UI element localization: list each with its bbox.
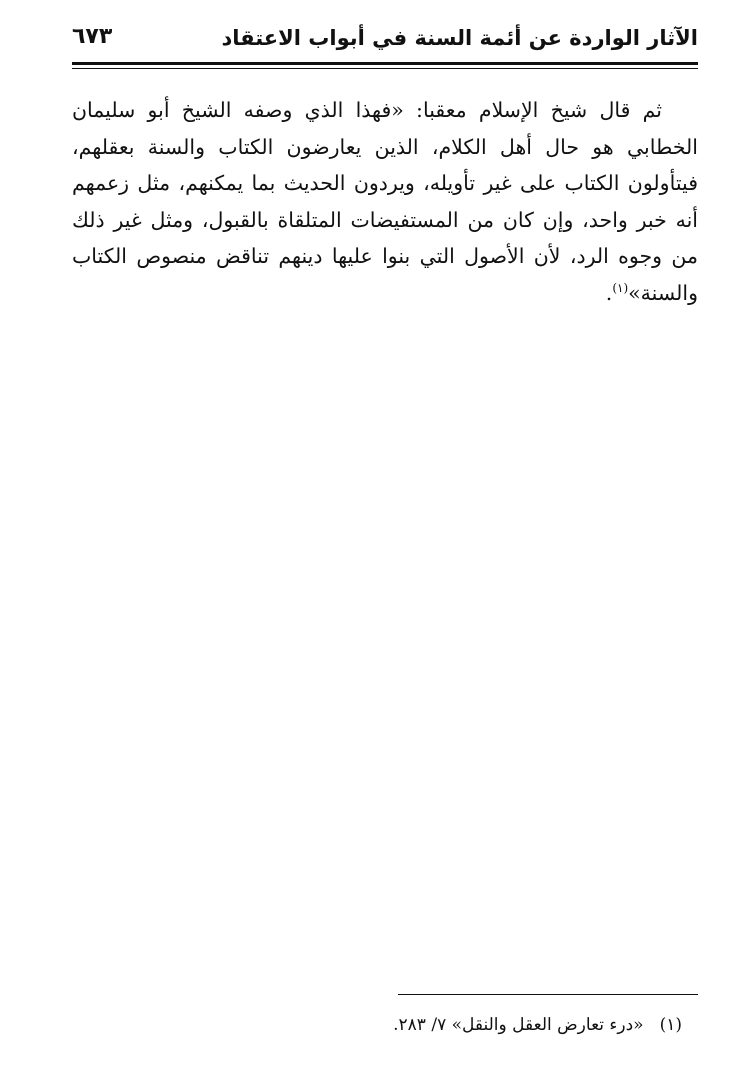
footnote-text: «درء تعارض العقل والنقل» ٧/ ٢٨٣. xyxy=(393,1015,644,1035)
footnote-reference: (١) xyxy=(612,280,629,295)
footnote xyxy=(72,1012,682,1038)
body-paragraph xyxy=(72,92,698,311)
page-number: ٦٧٣ xyxy=(72,24,113,49)
header-rule-thin xyxy=(72,68,698,69)
paragraph-text: ثم قال شيخ الإسلام معقبا: «فهذا الذي وصفه الشيخ أبو سليمان الخطابي هو حال أهل الكلام، الذين يعارضون الكتاب والسنة بعقلهم، فيتأولون الكتاب على غير تأويله، ويردون الحديث بما يمكنهم، مثل زعمهم أنه خبر واحد، وإن كان من المستفيضات المتلقاة بالقبول، ومثل غير ذلك من وجوه الرد، لأن الأصول التي بنوا عليها دينهم تناقض منصوص الكتاب والسنة» xyxy=(72,98,698,305)
running-title: الآثار الواردة عن أئمة السنة في أبواب الاعتقاد xyxy=(221,26,698,50)
page-header xyxy=(72,22,698,62)
footnote-marker: (١) xyxy=(659,1015,682,1035)
paragraph-end-mark: . xyxy=(605,280,613,305)
header-rule-thick xyxy=(72,62,698,65)
footnote-separator xyxy=(398,994,698,995)
main-text xyxy=(72,92,698,311)
